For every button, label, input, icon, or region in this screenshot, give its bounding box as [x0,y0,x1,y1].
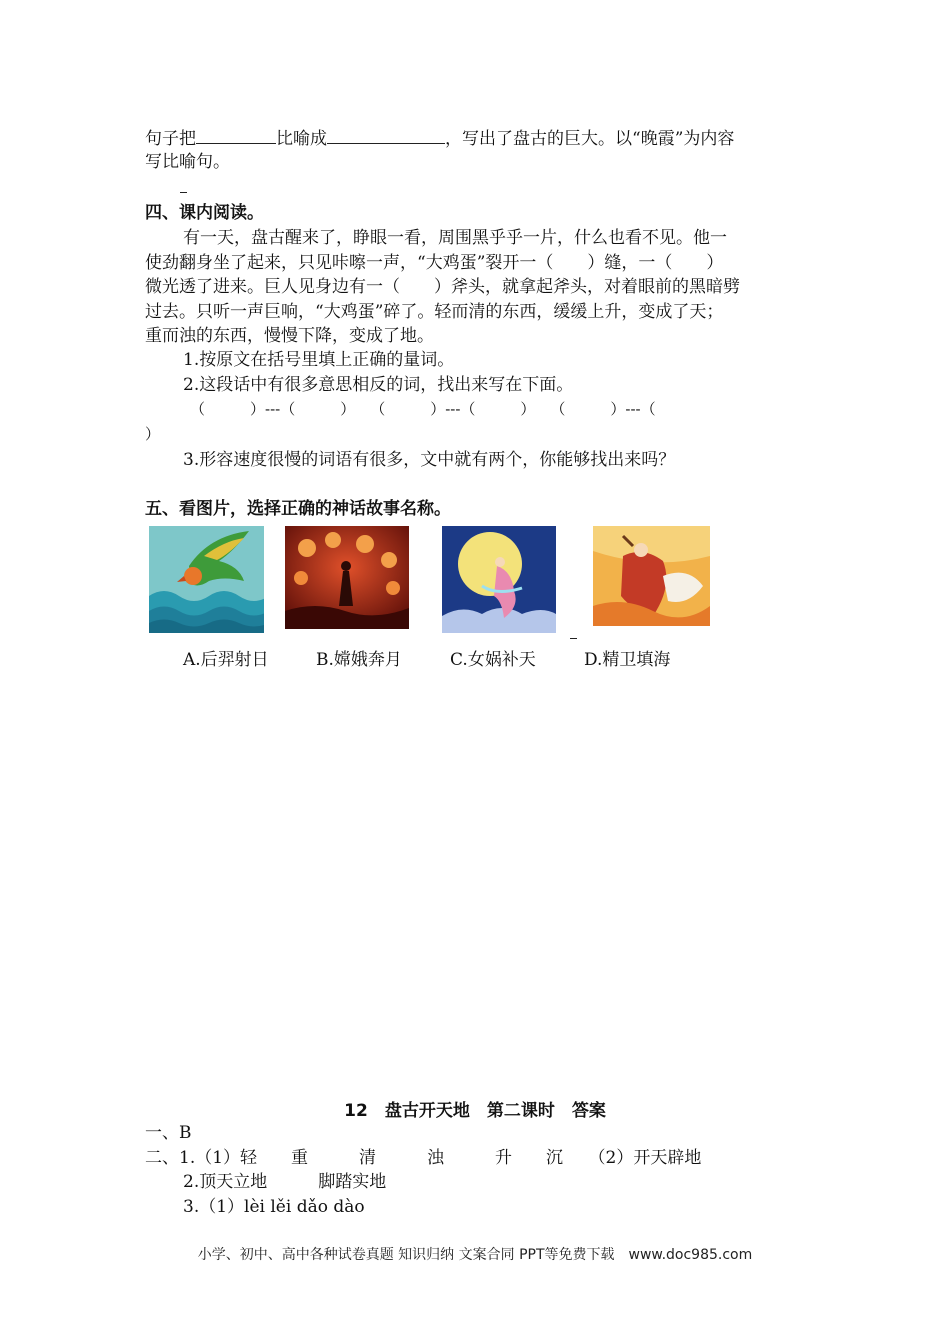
bird-over-waves-picture [149,526,264,633]
woman-flying-to-moon-picture [442,526,556,633]
passage-line-3: 微光透了进来。巨人见身边有一（ ）斧头，就拿起斧头，对着眼前的黑暗劈 [145,277,740,297]
goddess-repairing-sky-picture [593,526,710,626]
section5-heading: 五、看图片，选择正确的神话故事名称。 [145,499,451,519]
passage-line-4: 过去。只听一声巨响，“大鸡蛋”碎了。轻而清的东西，缓缓上升，变成了天； [145,302,724,322]
question-2: 2.这段话中有很多意思相反的词，找出来写在下面。 [183,375,574,395]
blank-2[interactable] [327,125,445,144]
option-d[interactable]: D.精卫填海 [584,650,671,670]
answer-line-1: 一、B [145,1123,192,1143]
blank-1[interactable] [196,125,276,144]
answer-line-3: 2.顶天立地 脚踏实地 [183,1172,387,1192]
passage-line-5: 重而浊的东西，慢慢下降，变成了地。 [145,326,434,346]
fill-in-prefix: 句子把 [145,129,196,149]
option-b[interactable]: B.嫦娥奔月 [316,650,402,670]
section4-heading: 四、课内阅读。 [145,203,264,223]
option-a[interactable]: A.后羿射日 [183,650,269,670]
stray-mark-2 [570,638,577,639]
question-2-pairs-tail: ） [145,425,161,443]
answer-line-2: 二、1.（1）轻 重 清 浊 升 沉 （2）开天辟地 [145,1148,702,1168]
answer-line-4: 3.（1）lèi lěi dǎo dào [183,1197,365,1217]
answers-title: 12 盘古开天地 第二课时 答案 [344,1101,606,1121]
page-footer: 小学、初中、高中各种试卷真题 知识归纳 文案合同 PPT等免费下载 www.doc985.com [197,1247,753,1263]
passage-line-2: 使劲翻身坐了起来，只见咔嚓一声，“大鸡蛋”裂开一（ ）缝，一（ ） [145,253,724,273]
fill-in-sentence [145,125,734,152]
fill-in-middle: 比喻成 [276,129,327,149]
stray-mark [180,192,187,193]
passage-line-1: 有一天，盘古醒来了，睁眼一看，周围黑乎乎一片，什么也看不见。他一 [183,228,727,248]
question-3: 3.形容速度很慢的词语有很多，文中就有两个，你能够找出来吗？ [183,450,676,470]
red-sky-suns-picture [285,526,409,629]
option-c[interactable]: C.女娲补天 [450,650,536,670]
fill-in-suffix: ，写出了盘古的巨大。以“晚霞”为内容 [445,129,735,149]
fill-in-line-2: 写比喻句。 [145,152,230,172]
question-1: 1.按原文在括号里填上正确的量词。 [183,350,455,370]
question-2-pairs[interactable]: （ ）---（ ） （ ）---（ ） （ ）---（ [190,400,656,418]
